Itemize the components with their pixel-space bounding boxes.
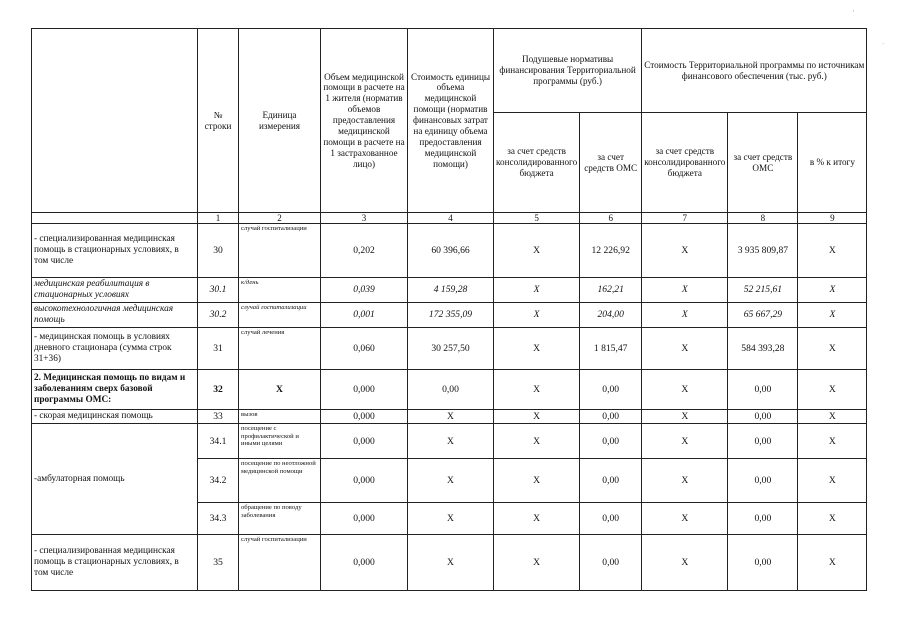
oms-rub-value: 204,00 [580, 302, 642, 327]
row-label: - специализированная медицинская помощь в стационарных условиях, в том числе [32, 535, 198, 591]
oms-rub-value: 0,00 [580, 424, 642, 459]
volume-value: 0,000 [321, 459, 408, 503]
row-number: 30.1 [198, 278, 239, 303]
budget-rub-value: X [494, 535, 580, 591]
budget-thousand-value: X [642, 278, 728, 303]
header-oms-rub: за счет средств ОМС [580, 113, 642, 213]
volume-value: 0,000 [321, 535, 408, 591]
table-row [32, 424, 867, 459]
column-number: 6 [580, 213, 642, 224]
row-unit: посещение по неотложной медицинской помощи [239, 459, 321, 503]
table-row [32, 278, 867, 303]
row-label: - скорая медицинская помощь [32, 409, 198, 423]
header-oms-thousand: за счет средств ОМС [728, 113, 798, 213]
column-number: 3 [321, 213, 408, 224]
budget-thousand-value: X [642, 409, 728, 423]
oms-thousand-value: 0,00 [728, 503, 798, 535]
oms-thousand-value: 52 215,61 [728, 278, 798, 303]
header-territorial-cost: Стоимость Территориальной программы по источникам финансового обеспечения (тыс. руб.) [642, 29, 867, 113]
column-number: 4 [408, 213, 494, 224]
percent-value: X [798, 224, 867, 278]
percent-value: X [798, 302, 867, 327]
row-unit: X [239, 369, 321, 409]
header-volume: Объем медицинской помощи в расчете на 1 жителя (норматив объемов предоставления медицинской помощи в расчете на 1 застрахованное лицо) [321, 29, 408, 213]
row-unit: случай госпитализации [239, 224, 321, 278]
oms-thousand-value: 0,00 [728, 409, 798, 423]
budget-rub-value: X [494, 459, 580, 503]
percent-value: X [798, 327, 867, 369]
oms-thousand-value: 3 935 809,87 [728, 224, 798, 278]
budget-thousand-value: X [642, 503, 728, 535]
oms-thousand-value: 584 393,28 [728, 327, 798, 369]
row-unit: случай госпитализации [239, 302, 321, 327]
header-label-cell [32, 29, 198, 213]
oms-rub-value: 162,21 [580, 278, 642, 303]
cost-value: 30 257,50 [408, 327, 494, 369]
budget-thousand-value: X [642, 327, 728, 369]
volume-value: 0,000 [321, 424, 408, 459]
budget-thousand-value: X [642, 459, 728, 503]
cost-value: X [408, 459, 494, 503]
budget-thousand-value: X [642, 535, 728, 591]
row-number: 34.2 [198, 459, 239, 503]
document-sheet [31, 28, 867, 591]
percent-value: X [798, 278, 867, 303]
percent-value: X [798, 369, 867, 409]
row-label: - специализированная медицинская помощь в стационарных условиях, в том числе [32, 224, 198, 278]
cost-value: 4 159,28 [408, 278, 494, 303]
row-unit: обращение по поводу заболевания [239, 503, 321, 535]
row-label: высокотехнологичная медицинская помощь [32, 302, 198, 327]
percent-value: X [798, 424, 867, 459]
row-unit: случай лечения [239, 327, 321, 369]
budget-rub-value: X [494, 503, 580, 535]
row-unit: случай госпитализации [239, 535, 321, 591]
budget-thousand-value: X [642, 224, 728, 278]
volume-value: 0,202 [321, 224, 408, 278]
percent-value: X [798, 503, 867, 535]
row-label: 2. Медицинская помощь по видам и заболеваниям сверх базовой программы ОМС: [32, 369, 198, 409]
budget-rub-value: X [494, 224, 580, 278]
header-consolidated-budget-rub: за счет средств консолидированного бюджета [494, 113, 580, 213]
scan-speck: ' [853, 9, 855, 17]
oms-thousand-value: 0,00 [728, 424, 798, 459]
column-number: 7 [642, 213, 728, 224]
header-cost: Стоимость единицы объема медицинской помощи (норматив финансовых затрат на единицу объема предоставления медицинской помощи) [408, 29, 494, 213]
header-consolidated-budget-thousand: за счет средств консолидированного бюджета [642, 113, 728, 213]
oms-rub-value: 12 226,92 [580, 224, 642, 278]
row-number: 35 [198, 535, 239, 591]
volume-value: 0,000 [321, 369, 408, 409]
oms-thousand-value: 0,00 [728, 369, 798, 409]
budget-rub-value: X [494, 369, 580, 409]
table-row [32, 369, 867, 409]
cost-value: X [408, 409, 494, 423]
budget-rub-value: X [494, 302, 580, 327]
oms-rub-value: 0,00 [580, 409, 642, 423]
budget-rub-value: X [494, 409, 580, 423]
budget-thousand-value: X [642, 424, 728, 459]
table-row [32, 409, 867, 423]
row-number: 30 [198, 224, 239, 278]
scan-speck: · [882, 40, 885, 48]
column-number: 1 [198, 213, 239, 224]
column-number-row [32, 213, 867, 224]
column-number: 8 [728, 213, 798, 224]
cost-value: X [408, 424, 494, 459]
row-unit: вызов [239, 409, 321, 423]
budget-thousand-value: X [642, 369, 728, 409]
cost-value: 0,00 [408, 369, 494, 409]
column-number: 5 [494, 213, 580, 224]
row-label: -амбулаторная помощь [32, 424, 198, 535]
percent-value: X [798, 409, 867, 423]
row-number: 30.2 [198, 302, 239, 327]
table-row [32, 327, 867, 369]
oms-rub-value: 0,00 [580, 369, 642, 409]
row-number: 33 [198, 409, 239, 423]
budget-rub-value: X [494, 327, 580, 369]
table-row [32, 535, 867, 591]
row-number: 34.1 [198, 424, 239, 459]
budget-rub-value: X [494, 278, 580, 303]
percent-value: X [798, 535, 867, 591]
cost-value: 60 396,66 [408, 224, 494, 278]
oms-thousand-value: 65 667,29 [728, 302, 798, 327]
row-unit: к/день [239, 278, 321, 303]
volume-value: 0,001 [321, 302, 408, 327]
volume-value: 0,000 [321, 503, 408, 535]
oms-rub-value: 1 815,47 [580, 327, 642, 369]
header-unit: Единица измерения [239, 29, 321, 213]
column-number [32, 213, 198, 224]
table-row [32, 302, 867, 327]
row-number: 32 [198, 369, 239, 409]
row-number: 31 [198, 327, 239, 369]
table-row [32, 224, 867, 278]
budget-rub-value: X [494, 424, 580, 459]
volume-value: 0,000 [321, 409, 408, 423]
cost-value: X [408, 535, 494, 591]
percent-value: X [798, 459, 867, 503]
row-label: медицинская реабилитация в стационарных условиях [32, 278, 198, 303]
budget-thousand-value: X [642, 302, 728, 327]
territorial-program-table [31, 28, 867, 591]
oms-rub-value: 0,00 [580, 459, 642, 503]
row-label: - медицинская помощь в условиях дневного стационара (сумма строк 31+36) [32, 327, 198, 369]
cost-value: 172 355,09 [408, 302, 494, 327]
row-unit: посещение с профилактической и иными целями [239, 424, 321, 459]
row-number: 34.3 [198, 503, 239, 535]
header-percent-total: в % к итогу [798, 113, 867, 213]
oms-thousand-value: 0,00 [728, 459, 798, 503]
column-number: 9 [798, 213, 867, 224]
oms-thousand-value: 0,00 [728, 535, 798, 591]
header-row-number: № строки [198, 29, 239, 213]
oms-rub-value: 0,00 [580, 503, 642, 535]
volume-value: 0,039 [321, 278, 408, 303]
oms-rub-value: 0,00 [580, 535, 642, 591]
header-per-capita: Подушевые нормативы финансирования Территориальной программы (руб.) [494, 29, 642, 113]
column-number: 2 [239, 213, 321, 224]
cost-value: X [408, 503, 494, 535]
volume-value: 0,060 [321, 327, 408, 369]
